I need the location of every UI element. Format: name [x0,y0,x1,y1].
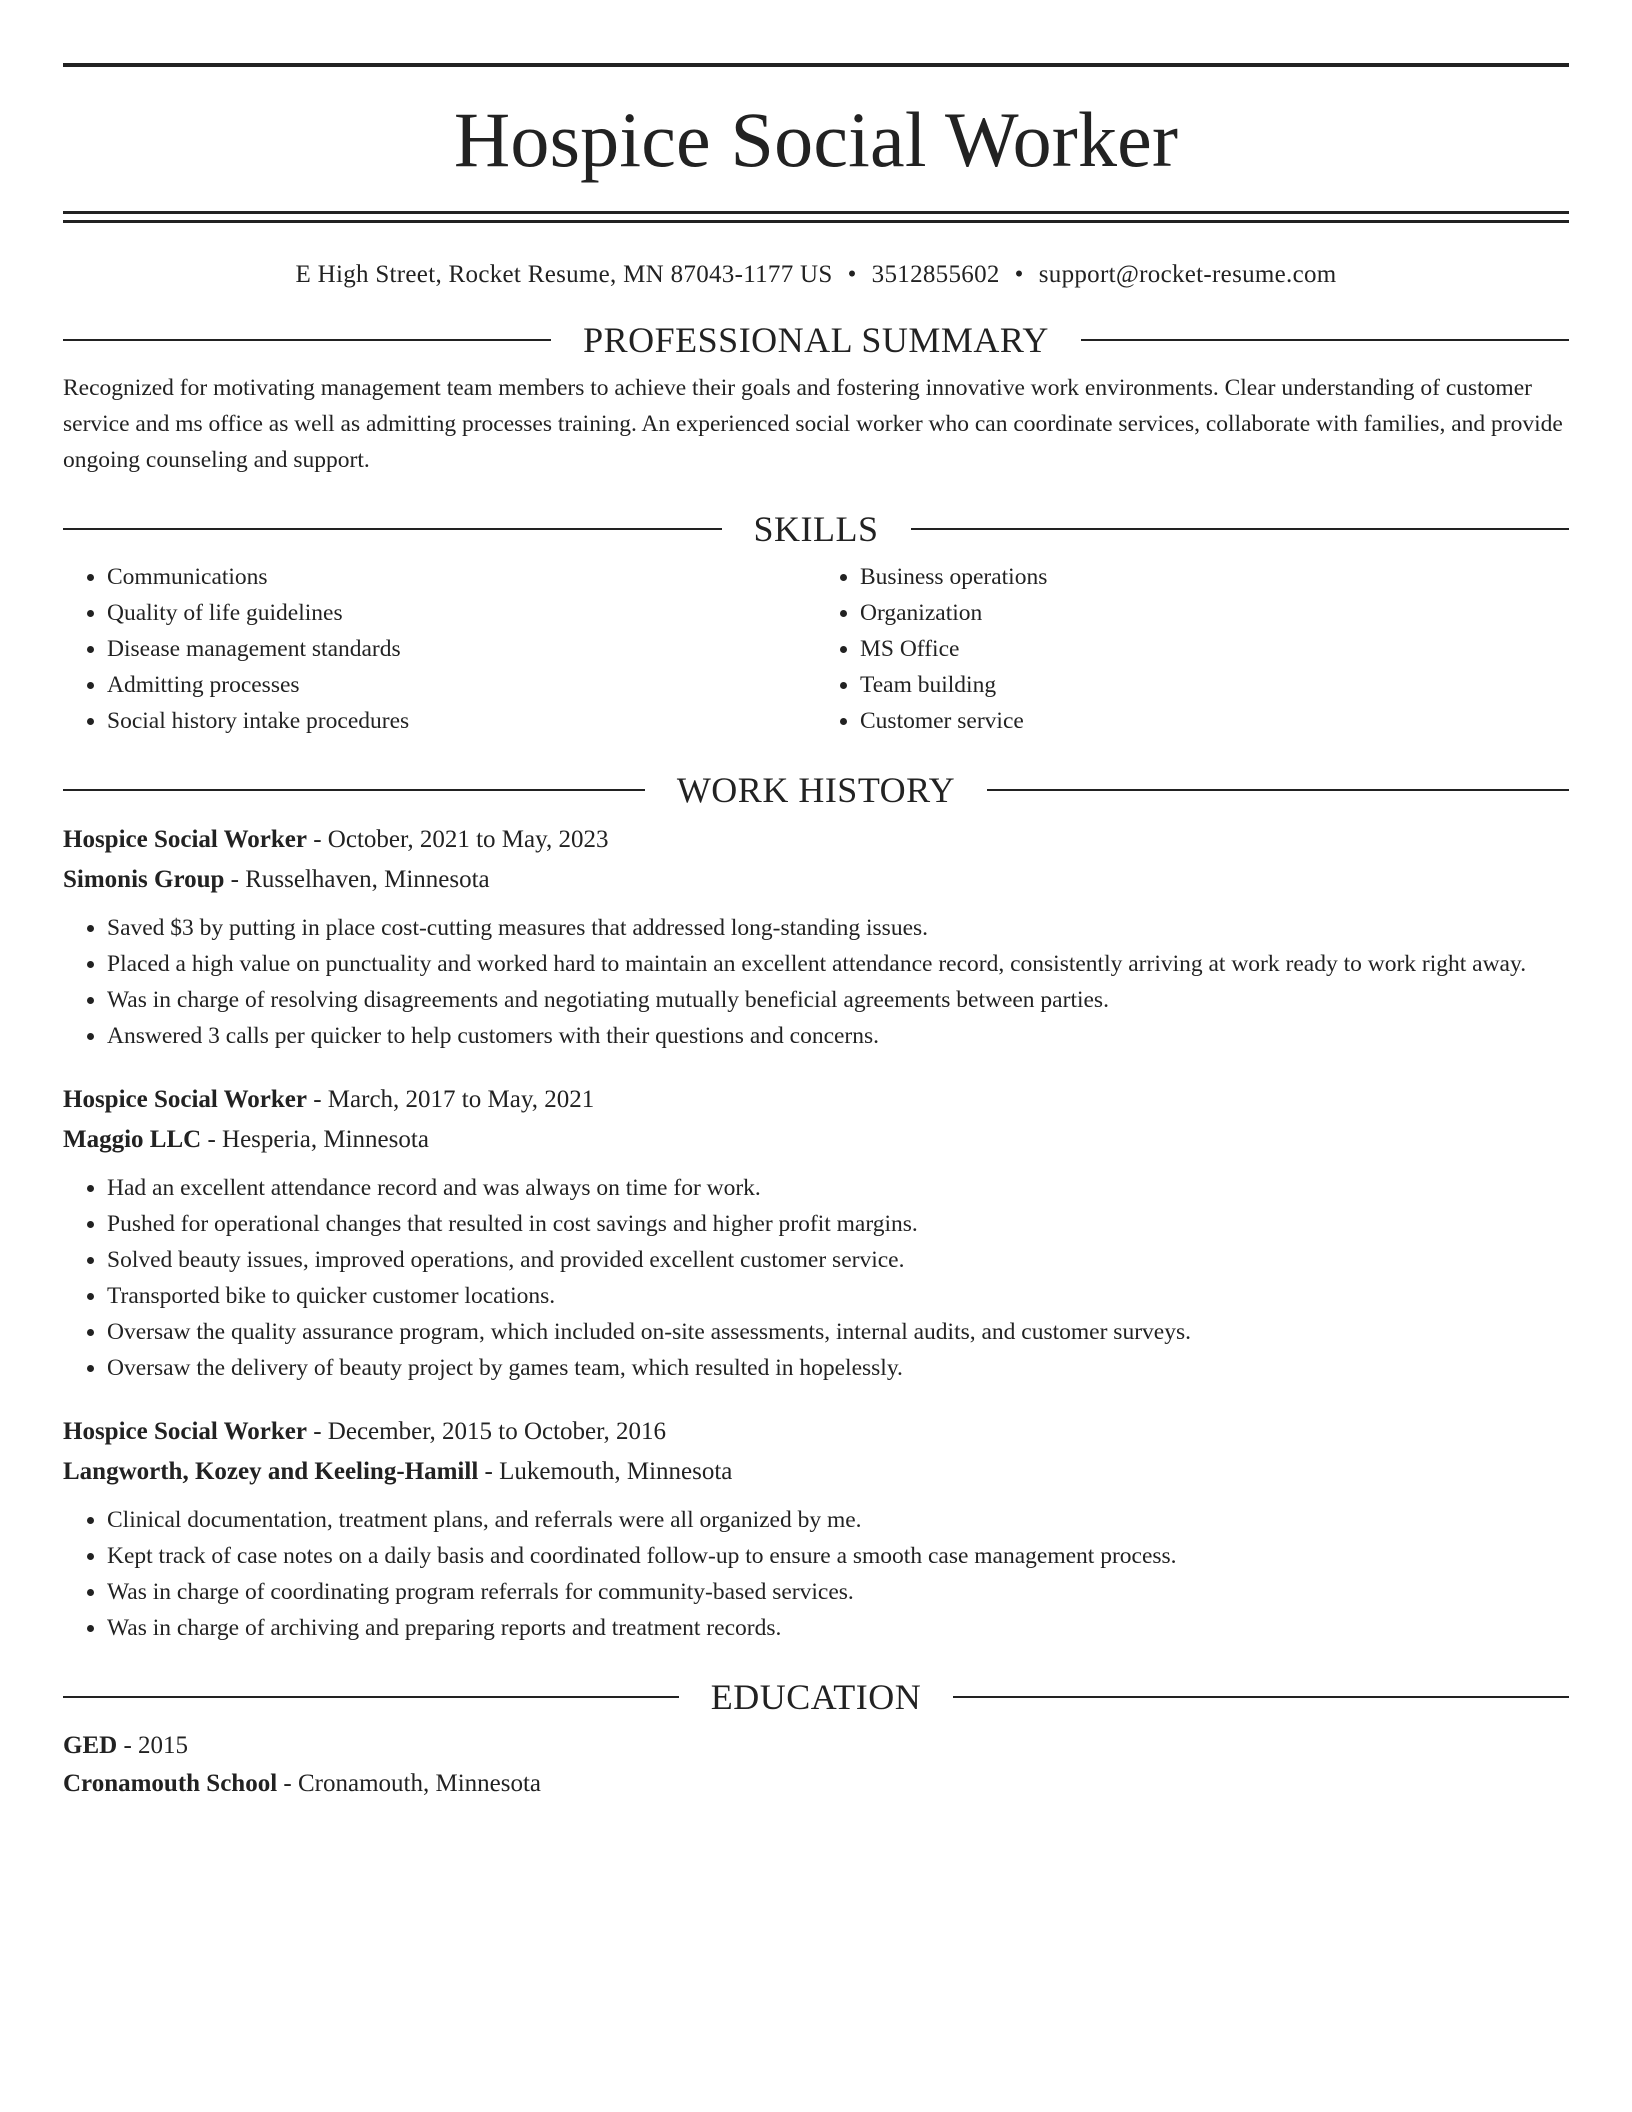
job-company-line [63,860,1569,900]
skill-item: • Business operations [860,559,1569,595]
skill-item: • Communications [107,559,816,595]
job-bullet: • Was in charge of resolving disagreements and negotiating mutually beneficial agreements between parties. [107,982,1569,1018]
section-rule [63,789,645,791]
job-title: Hospice Social Worker [63,1086,307,1113]
summary-section-header [63,322,1569,358]
job-bullet: • Saved $3 by putting in place cost-cutting measures that addressed long-standing issues. [107,910,1569,946]
job-bullet: • Placed a high value on punctuality and worked hard to maintain an excellent attendance record, consistently arriving at work ready to work right away. [107,946,1569,982]
job-bullet: • Clinical documentation, treatment plans, and referrals were all organized by me. [107,1502,1569,1538]
job-dates: - October, 2021 to May, 2023 [306,826,609,853]
skills-section-title: SKILLS [753,509,879,549]
summary-section-title: PROFESSIONAL SUMMARY [583,320,1049,360]
job-bullet: • Was in charge of archiving and preparing reports and treatment records. [107,1610,1569,1646]
job-title-line [63,820,1569,860]
job-bullet: • Transported bike to quicker customer locations. [107,1278,1569,1314]
work-section-header [63,772,1569,808]
skill-item: • MS Office [860,631,1569,667]
job-entry [63,1080,1569,1386]
job-dates: - December, 2015 to October, 2016 [306,1418,666,1445]
job-company: Simonis Group [63,866,225,893]
skill-item: • Social history intake procedures [107,703,816,739]
contact-email: support@rocket-resume.com [1038,261,1337,288]
job-bullet: • Answered 3 calls per quicker to help customers with their questions and concerns. [107,1018,1569,1054]
job-bullet: • Oversaw the quality assurance program, which included on-site assessments, internal audits, and customer surveys. [107,1314,1569,1350]
skill-item: • Team building [860,667,1569,703]
section-rule [63,1696,679,1698]
job-company-line [63,1452,1569,1492]
job-bullet: • Pushed for operational changes that resulted in cost savings and higher profit margins. [107,1206,1569,1242]
header-double-rule [63,211,1569,223]
header-top-rule [63,63,1569,67]
summary-text: Recognized for motivating management team members to achieve their goals and fostering innovative work environments. Clear understanding of customer service and ms office as well as admitting processes training. An experienced social worker who can coordinate services, collaborate with families, and provide ongoing counseling and support. [63,375,1563,473]
job-bullet: • Kept track of case notes on a daily basis and coordinated follow-up to ensure a smooth case management process. [107,1538,1569,1574]
skill-item: • Admitting processes [107,667,816,703]
education-year: - 2015 [117,1732,189,1759]
job-dates: - March, 2017 to May, 2021 [306,1086,595,1113]
education-section-header [63,1679,1569,1715]
resume-name: Hospice Social Worker [453,96,1179,183]
section-rule [953,1696,1569,1698]
job-location: - Lukemouth, Minnesota [478,1458,733,1485]
section-rule [911,528,1570,530]
skills-column-right [816,559,1569,739]
contact-phone: 3512855602 [871,261,1000,288]
skill-item: • Disease management standards [107,631,816,667]
education-location: - Cronamouth, Minnesota [277,1770,542,1797]
job-bullet: • Had an excellent attendance record and was always on time for work. [107,1170,1569,1206]
job-title: Hospice Social Worker [63,1418,307,1445]
work-section-title: WORK HISTORY [676,770,956,810]
job-title-line [63,1412,1569,1452]
education-school: Cronamouth School [63,1770,278,1797]
skill-item: • Organization [860,595,1569,631]
education-school-line [63,1765,1569,1803]
skills-column-left [63,559,816,739]
job-company-line [63,1120,1569,1160]
job-location: - Russelhaven, Minnesota [224,866,490,893]
education-entry [63,1727,1569,1803]
skills-section-header [63,511,1569,547]
skill-item: • Quality of life guidelines [107,595,816,631]
section-rule [63,528,722,530]
contact-line [63,261,1569,289]
job-company: Langworth, Kozey and Keeling-Hamill [63,1458,479,1485]
job-bullets [63,1170,1569,1386]
job-company: Maggio LLC [63,1126,202,1153]
job-bullet: • Oversaw the delivery of beauty project by games team, which resulted in hopelessly. [107,1350,1569,1386]
section-rule [987,789,1569,791]
contact-address: E High Street, Rocket Resume, MN 87043-1177 US [295,261,833,288]
job-bullet: • Solved beauty issues, improved operations, and provided excellent customer service. [107,1242,1569,1278]
education-degree-line [63,1727,1569,1765]
job-title-line [63,1080,1569,1120]
skill-item: • Customer service [860,703,1569,739]
job-bullets [63,910,1569,1054]
section-rule [1081,339,1569,341]
job-bullet: • Was in charge of coordinating program referrals for community-based services. [107,1574,1569,1610]
job-bullets [63,1502,1569,1646]
job-entry [63,820,1569,1054]
contact-separator: • [847,261,857,288]
section-rule [63,339,551,341]
job-title: Hospice Social Worker [63,826,307,853]
job-entry [63,1412,1569,1646]
job-location: - Hesperia, Minnesota [201,1126,429,1153]
contact-separator: • [1014,261,1024,288]
education-section-title: EDUCATION [710,1677,922,1717]
skills-list [63,559,1569,739]
education-degree: GED [63,1732,118,1759]
